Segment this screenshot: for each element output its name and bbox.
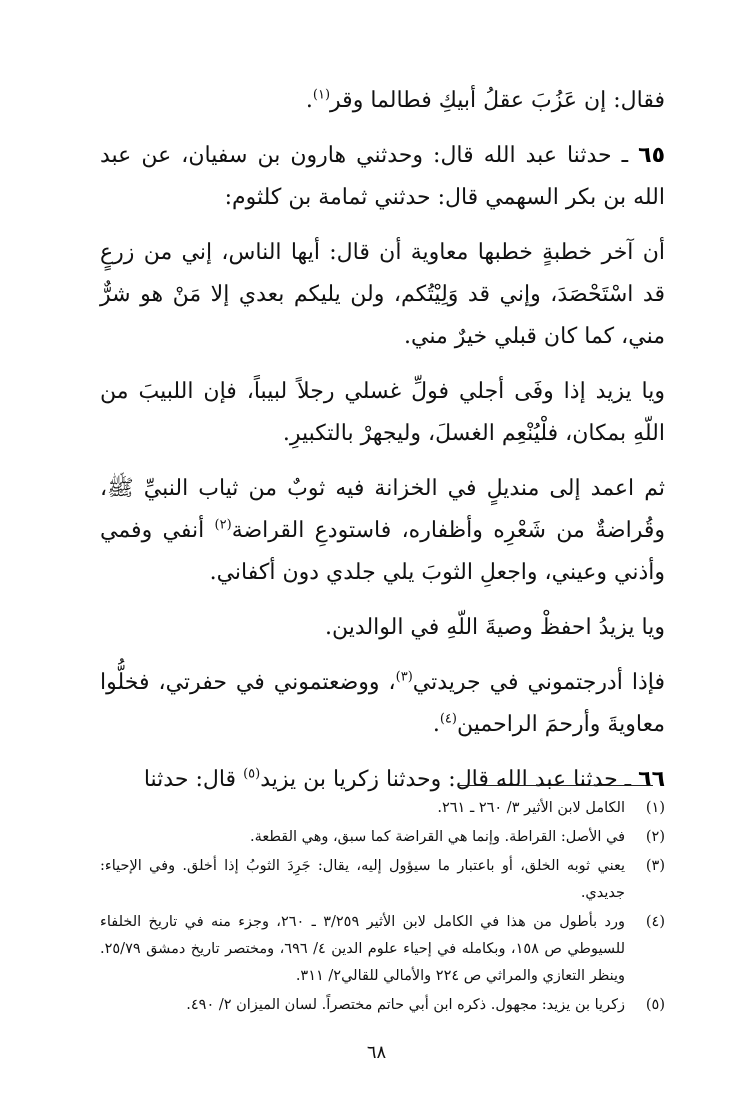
footnote-text: ورد بأطول من هذا في الكامل لابن الأثير ٣/٢٥٩ ـ ٢٦٠، وجزء منه في تاريخ الخلفاء للسيوطي ص ١٥٨، وبكامله في إحياء علوم الدين ٤/ ٦٩٦، ومختصر تاريخ دمشق ٢٥/٧٩. وينظر التعازي والمراثي ص ٢٢٤ والأمالي للقالي٢/ ٣١١.	[100, 914, 625, 984]
footnote-number: (٢)	[645, 829, 665, 845]
footnote-3	[100, 853, 665, 907]
paragraph-text-tail: قال: حدثنا	[143, 767, 244, 792]
hadith-number: ٦٦	[638, 767, 665, 792]
page-number: ٦٨	[366, 1042, 387, 1063]
footnote-1	[100, 795, 665, 822]
paragraph-text: فقال: إن عَزُبَ عقلُ أبيكِ فطالما وقر	[330, 88, 665, 113]
paragraph-text-tail: .	[305, 88, 313, 113]
footnote-ref[interactable]: (٣)	[395, 669, 413, 685]
footnote-ref[interactable]: (١)	[312, 87, 331, 103]
footnote-number: (١)	[645, 800, 665, 816]
footnote-number: (٥)	[645, 997, 665, 1013]
paragraph-text: ويا يزيدُ احفظْ وصيةَ اللّهِ في الوالدين.	[325, 615, 665, 640]
main-text	[100, 80, 665, 814]
paragraph-text: ـ حدثنا عبد الله قال: وحدثنا زكريا بن يزيد	[260, 767, 632, 792]
paragraph-4	[100, 371, 665, 455]
paragraph-6	[100, 607, 665, 649]
paragraph-3	[100, 232, 665, 358]
paragraph-text-tail: أنفي وفمي وأذني وعيني، واجعلِ الثوبَ يلي جلدي دون أكفاني.	[100, 518, 665, 585]
paragraph-text: ـ حدثنا عبد الله قال: وحدثني هارون بن سفيان، عن عبد الله بن بكر السهمي قال: حدثني ثمامة بن كلثوم:	[100, 143, 665, 210]
footnote-text: يعني ثوبه الخلق، أو باعتبار ما سيؤول إليه، يقال: جَرِدَ الثوبُ إذا أخلق. وفي الإحياء: جديدي.	[100, 858, 625, 901]
footnote-separator	[458, 785, 653, 786]
footnote-2	[100, 824, 665, 851]
paragraph-7	[100, 662, 665, 746]
paragraph-1	[100, 80, 665, 122]
footnote-ref[interactable]: (٢)	[214, 517, 232, 533]
footnotes	[100, 795, 665, 1021]
paragraph-text: ثم اعمد إلى منديلٍ في الخزانة فيه ثوبٌ من ثياب النبيِّ ﷺ، وقُراضةٌ من شَعْرِه وأظفاره، فاستودعِ القراضة	[100, 476, 665, 543]
footnote-number: (٣)	[645, 858, 665, 874]
paragraph-5	[100, 468, 665, 594]
footnote-number: (٤)	[645, 914, 665, 930]
footnote-text: في الأصل: القراطة. وإنما هي القراضة كما سبق، وهي القطعة.	[250, 829, 625, 845]
footnote-4	[100, 909, 665, 990]
footnote-text: الكامل لابن الأثير ٣/ ٢٦٠ ـ ٢٦١.	[437, 800, 625, 816]
paragraph-text: أن آخر خطبةٍ خطبها معاوية أن قال: أيها الناس، إني من زرعٍ قد اسْتَحْصَدَ، وإني قد وَلِيْتُكم، ولن يليكم بعدي إلا مَنْ هو شرٌّ مني، كما كان قبلي خيرٌ مني.	[100, 240, 665, 349]
footnote-text: زكريا بن يزيد: مجهول. ذكره ابن أبي حاتم مختصراً. لسان الميزان ٢/ ٤٩٠.	[186, 997, 625, 1013]
footnote-ref[interactable]: (٤)	[439, 711, 457, 727]
paragraph-text-tail: ، ووضعتموني في حفرتي، فخلُّوا معاويةَ وأرحمَ الراحمين	[100, 670, 665, 737]
hadith-number: ٦٥	[638, 143, 665, 168]
footnote-ref[interactable]: (٥)	[243, 766, 261, 782]
paragraph-text: ويا يزيد إذا وفَى أجلي فولِّ غسلي رجلاً لبيباً، فإن اللبيبَ من اللّهِ بمكان، فلْيُنْعِم الغسلَ، وليجهرْ بالتكبيرِ.	[100, 379, 665, 446]
paragraph-end: .	[432, 712, 440, 737]
footnote-5	[100, 992, 665, 1019]
paragraph-65	[100, 135, 665, 219]
paragraph-text: فإذا أدرجتموني في جريدتي	[412, 670, 665, 695]
